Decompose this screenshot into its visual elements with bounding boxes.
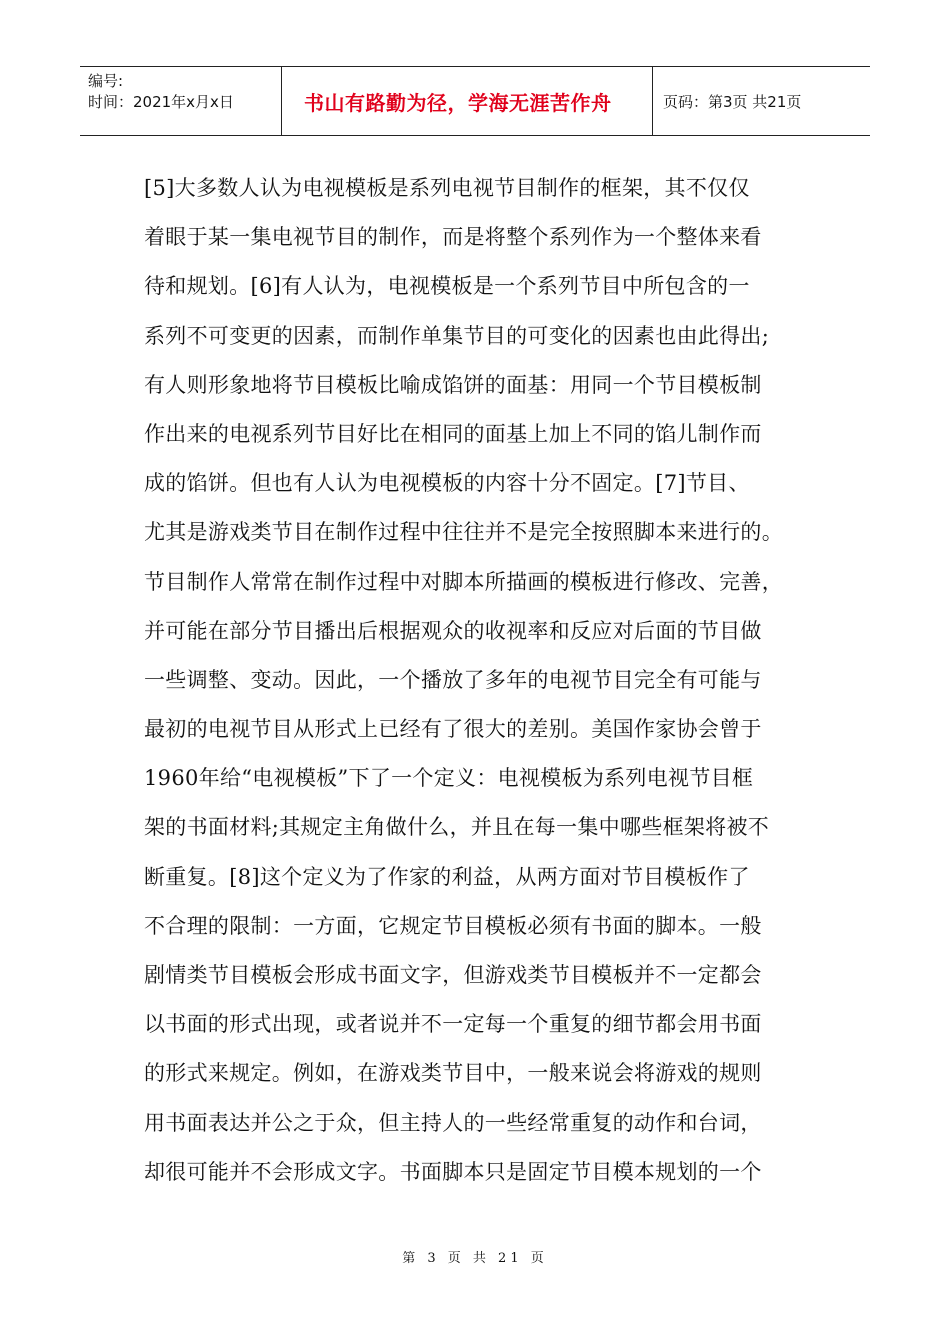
- header-page-info: 页码：第3页 共21页: [663, 92, 802, 111]
- page-header: [80, 66, 870, 136]
- document-number-label: 编号:: [88, 72, 124, 90]
- body-line: 架的书面材料;其规定主角做什么，并且在每一集中哪些框架将被不: [144, 815, 770, 840]
- body-line: 节目制作人常常在制作过程中对脚本所描画的模板进行修改、完善，: [144, 569, 783, 594]
- body-line: 并可能在部分节目播出后根据观众的收视率和反应对后面的节目做: [144, 618, 762, 643]
- body-line: 有人则形象地将节目模板比喻成馅饼的面基：用同一个节目模板制: [144, 372, 762, 397]
- body-line: 的形式来规定。例如，在游戏类节目中，一般来说会将游戏的规则: [144, 1061, 762, 1086]
- body-line: 1960年给“电视模板”下了一个定义：电视模板为系列电视节目框: [144, 766, 754, 791]
- body-line: 尤其是游戏类节目在制作过程中往往并不是完全按照脚本来进行的。: [144, 520, 783, 545]
- document-date: 时间：2021年x月x日: [88, 93, 234, 111]
- body-line: 以书面的形式出现，或者说并不一定每一个重复的细节都会用书面: [144, 1012, 762, 1037]
- body-line: 系列不可变更的因素，而制作单集节目的可变化的因素也由此得出;: [144, 323, 770, 348]
- document-body: [144, 164, 806, 1197]
- body-line: [5]大多数人认为电视模板是系列电视节目制作的框架，其不仅仅: [144, 176, 750, 200]
- body-line: 却很可能并不会形成文字。书面脚本只是固定节目模本规划的一个: [144, 1159, 762, 1184]
- page-footer-number: 第 3 页 共 21 页: [402, 1251, 548, 1266]
- body-line: 着眼于某一集电视节目的制作，而是将整个系列作为一个整体来看: [144, 225, 762, 250]
- header-meta: [80, 67, 282, 135]
- body-line: 一些调整、变动。因此，一个播放了多年的电视节目完全有可能与: [144, 667, 762, 692]
- body-line: 不合理的限制：一方面，它规定节目模板必须有书面的脚本。一般: [144, 913, 762, 938]
- body-line: 作出来的电视系列节目好比在相同的面基上加上不同的馅儿制作而: [144, 421, 762, 446]
- body-line: 待和规划。[6]有人认为，电视模板是一个系列节目中所包含的一: [144, 274, 750, 299]
- body-line: 成的馅饼。但也有人认为电视模板的内容十分不固定。[7]节目、: [144, 471, 750, 496]
- body-line: 最初的电视节目从形式上已经有了很大的差别。美国作家协会曾于: [144, 717, 762, 742]
- body-line: 用书面表达并公之于众，但主持人的一些经常重复的动作和台词，: [144, 1110, 762, 1135]
- body-line: 断重复。[8]这个定义为了作家的利益，从两方面对节目模板作了: [144, 864, 750, 889]
- body-line: 剧情类节目模板会形成书面文字，但游戏类节目模板并不一定都会: [144, 963, 762, 987]
- header-motto: 书山有路勤为径，学海无涯苦作舟: [282, 67, 653, 135]
